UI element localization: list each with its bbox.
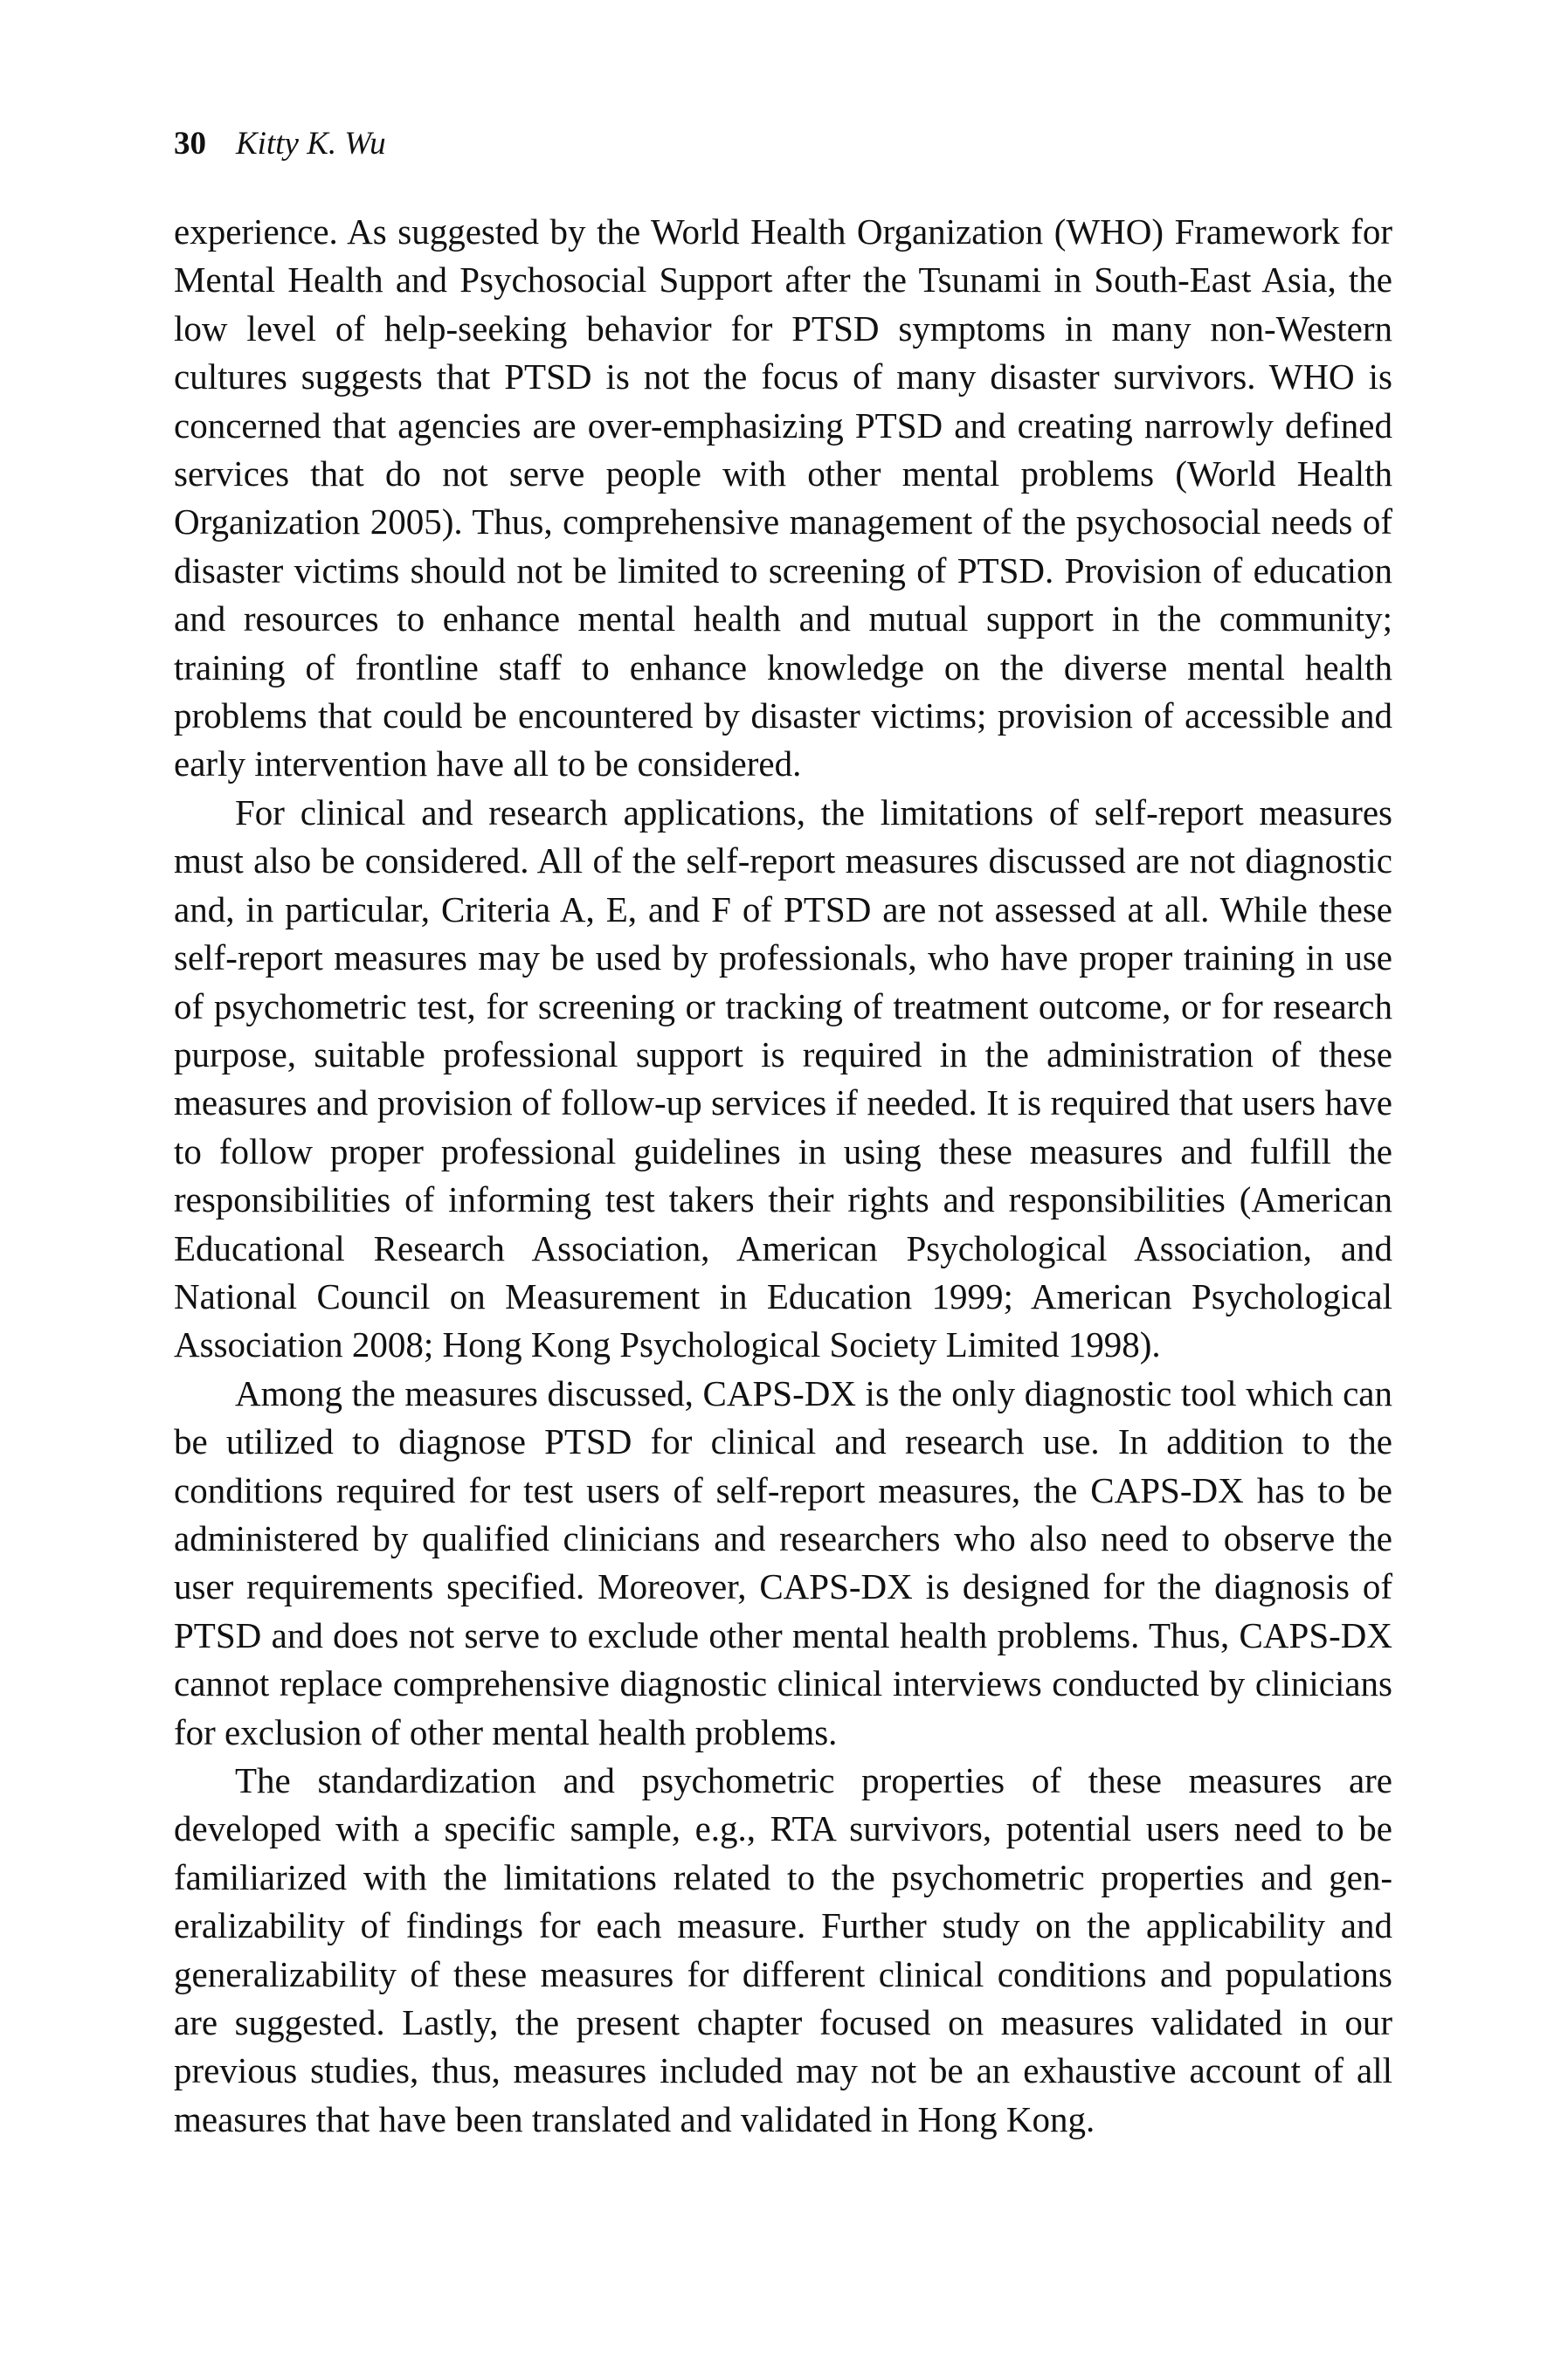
body-text (174, 208, 1392, 2144)
paragraph-4: The standardization and psychometric properties of these measures are developed with a specific sample, e.g., RTA survivors, potential users need to be familiarized with the limitations related to the psychometric properties and generalizability of findings for each measure. Further study on the applicability and generalizability of these measures for different clinical conditions and populations are suggested. Lastly, the present chapter focused on measures validated in our previous studies, thus, measures included may not be an exhaustive account of all measures that have been translated and validated in Hong Kong. (174, 1760, 1392, 2139)
page-number: 30 (174, 126, 206, 162)
paragraph-1: experience. As suggested by the World Health Organization (WHO) Framework for Mental Health and Psychosocial Support after the Tsunami in South-East Asia, the low level of help-seeking behavior for PTSD symptoms in many non-Western cultures suggests that PTSD is not the focus of many disaster survivors. WHO is concerned that agencies are over-emphasizing PTSD and creating narrowly defined services that do not serve people with other mental problems (World Health Organization 2005). Thus, comprehensive management of the psychosocial needs of disaster victims should not be limited to screening of PTSD. Provision of education and resources to enhance mental health and mutual support in the community; training of frontline staff to enhance knowledge on the diverse mental health problems that could be encountered by disaster victims; provision of accessible and early intervention have all to be considered. (174, 211, 1392, 784)
paragraph-2: For clinical and research applications, the limitations of self-report measures must also be considered. All of the self-report measures discussed are not diagnostic and, in particular, Criteria A, E, and F of PTSD are not assessed at all. While these self-report measures may be used by professionals, who have proper training in use of psychometric test, for screening or tracking of treatment outcome, or for research purpose, suitable professional support is required in the administration of these measures and provision of follow-up services if needed. It is required that users have to follow proper professional guidelines in using these measures and fulfill the responsibilities of informing test takers their rights and responsibilities (American Educational Research Association, American Psychological Association, and National Council on Measurement in Education 1999; American Psychological Association 2008; Hong Kong Psychological Society Limited 1998). (174, 791, 1392, 1365)
running-head (174, 128, 386, 160)
running-head-author: Kitty K. Wu (236, 126, 386, 162)
paragraph-3: Among the measures discussed, CAPS-DX is the only diagnostic tool which can be utilized to diagnose PTSD for clinical and research use. In addition to the conditions required for test users of self-report measures, the CAPS-DX has to be administered by qualified clinicians and researchers who also need to observe the user requirements specified. Moreover, CAPS-DX is designed for the diagnosis of PTSD and does not serve to exclude other mental health problems. Thus, CAPS-DX cannot replace comprehensive diagnostic clinical interviews conducted by clinicians for exclusion of other mental health problems. (174, 1372, 1392, 1752)
